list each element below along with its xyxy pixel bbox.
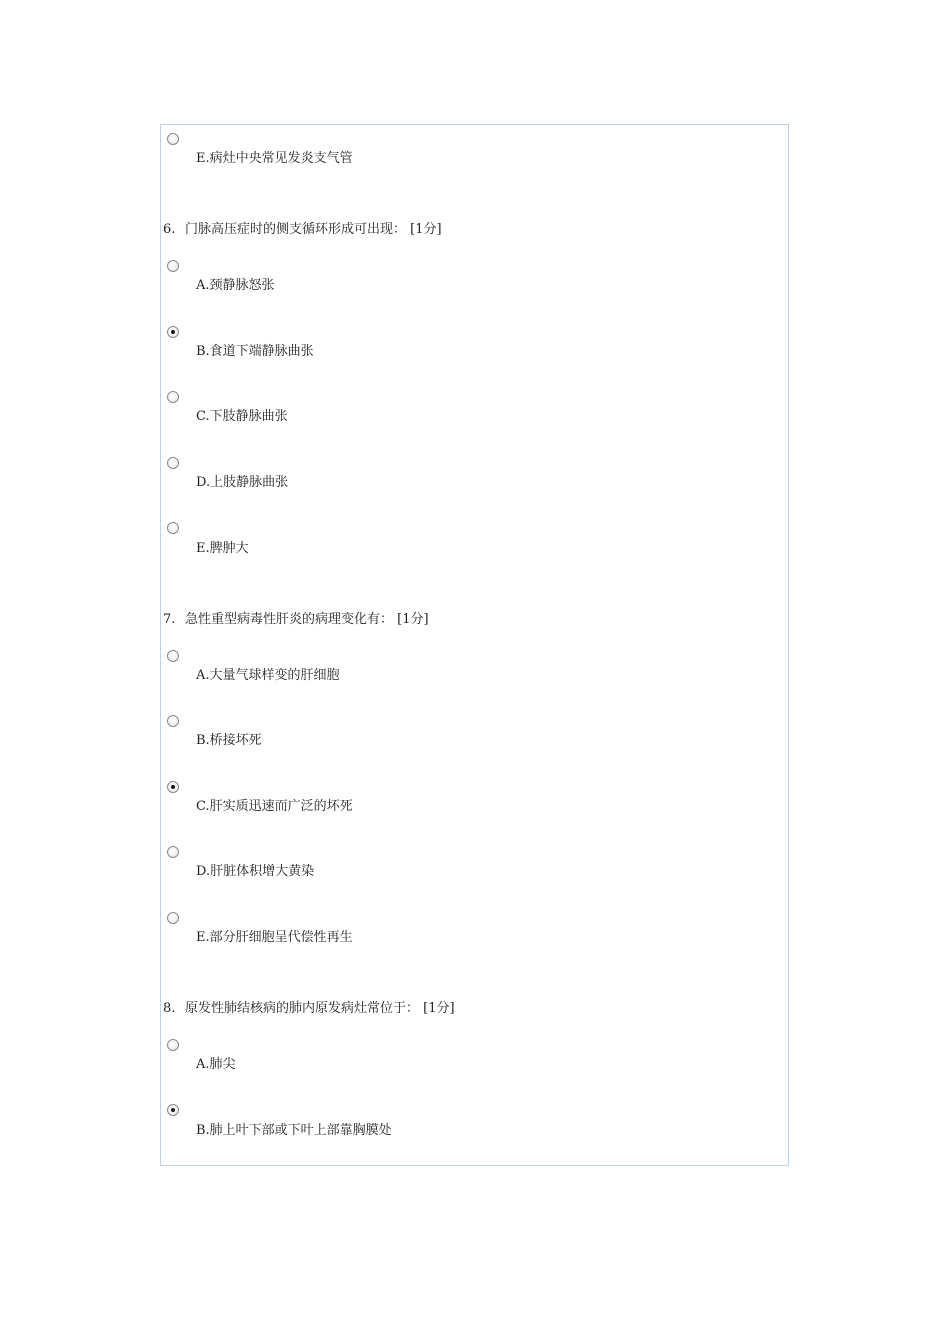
radio-q6-c[interactable] xyxy=(167,391,179,403)
option-label-q6-b: B.食道下端静脉曲张 xyxy=(196,344,314,359)
question-6 xyxy=(163,222,442,238)
radio-q7-b[interactable] xyxy=(167,715,179,727)
radio-q7-d[interactable] xyxy=(167,846,179,858)
radio-q6-a[interactable] xyxy=(167,260,179,272)
radio-q5-e[interactable] xyxy=(167,133,179,145)
question-number: 8. xyxy=(163,1001,176,1016)
option-label-q7-c: C.肝实质迅速而广泛的坏死 xyxy=(196,799,353,814)
option-label-q6-d: D.上肢静脉曲张 xyxy=(196,475,289,490)
question-number: 7. xyxy=(163,612,176,627)
question-number: 6. xyxy=(163,222,176,237)
option-label-q7-e: E.部分肝细胞呈代偿性再生 xyxy=(196,930,353,945)
option-label-q5-e: E.病灶中央常见发炎支气管 xyxy=(196,151,353,166)
option-label-q6-c: C.下肢静脉曲张 xyxy=(196,409,288,424)
radio-q7-a[interactable] xyxy=(167,650,179,662)
radio-q7-e[interactable] xyxy=(167,912,179,924)
radio-q6-e[interactable] xyxy=(167,522,179,534)
question-8 xyxy=(163,1001,455,1017)
question-score: [1分] xyxy=(410,222,442,237)
option-label-q7-b: B.桥接坏死 xyxy=(196,733,262,748)
option-label-q6-a: A.颈静脉怒张 xyxy=(196,278,275,293)
option-label-q8-a: A.肺尖 xyxy=(196,1057,236,1072)
radio-q8-b[interactable] xyxy=(167,1104,179,1116)
question-text: 急性重型病毒性肝炎的病理变化有： xyxy=(185,612,394,627)
option-label-q7-a: A.大量气球样变的肝细胞 xyxy=(196,668,340,683)
radio-q8-a[interactable] xyxy=(167,1039,179,1051)
question-score: [1分] xyxy=(397,612,429,627)
radio-q6-b[interactable] xyxy=(167,326,179,338)
radio-q6-d[interactable] xyxy=(167,457,179,469)
radio-q7-c[interactable] xyxy=(167,781,179,793)
option-label-q8-b: B.肺上叶下部或下叶上部靠胸膜处 xyxy=(196,1123,392,1138)
question-text: 门脉高压症时的侧支循环形成可出现： xyxy=(185,222,407,237)
question-score: [1分] xyxy=(423,1001,455,1016)
option-label-q7-d: D.肝脏体积增大黄染 xyxy=(196,864,315,879)
question-text: 原发性肺结核病的肺内原发病灶常位于： xyxy=(185,1001,420,1016)
question-7 xyxy=(163,612,429,628)
option-label-q6-e: E.脾肿大 xyxy=(196,541,249,556)
